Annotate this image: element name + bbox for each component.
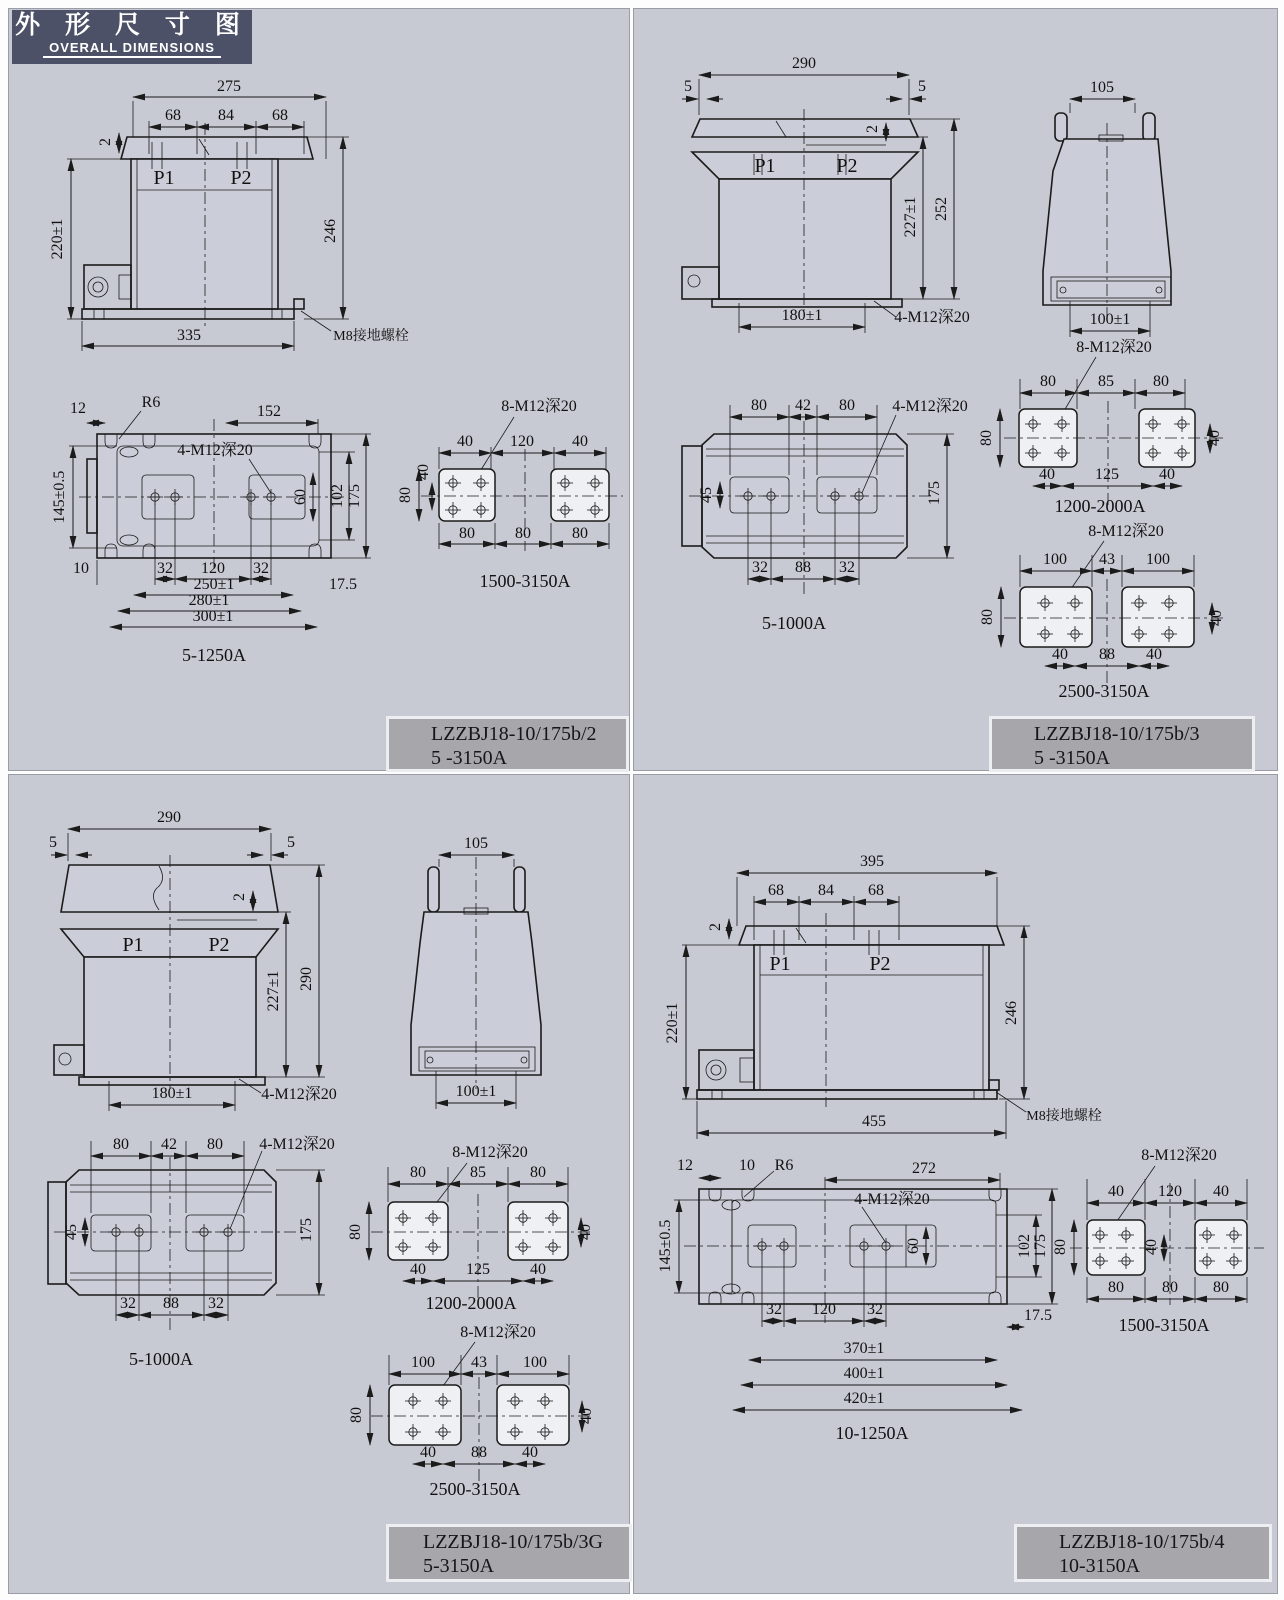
page-title-en: OVERALL DIMENSIONS	[43, 39, 221, 58]
terminal-label: P1	[122, 934, 144, 956]
front-view-linework	[697, 913, 1026, 1112]
dim-label: 80	[1213, 1279, 1229, 1296]
dim-label: 227±1	[265, 970, 282, 1012]
dim-label: 300±1	[192, 608, 234, 625]
dim-label: 80	[1153, 373, 1169, 390]
dim-label: 152	[257, 403, 281, 420]
dim-label: 2	[231, 893, 248, 901]
view-caption: 5-1000A	[762, 613, 826, 633]
dim-label: 80	[113, 1136, 129, 1153]
thread-callout: 4-M12深20	[259, 1136, 335, 1153]
model-name: LZZBJ18-10/175b/3G	[423, 1531, 603, 1553]
ground-bolt-label: M8接地螺栓	[1026, 1109, 1102, 1124]
dim-label: 12	[70, 400, 86, 417]
dim-label: 40	[420, 1444, 436, 1461]
pad-detail	[1052, 1146, 1264, 1335]
dim-label: 80	[530, 1164, 546, 1181]
drawing-tr	[634, 9, 1277, 770]
thread-callout: 4-M12深20	[261, 1086, 337, 1103]
dim-label: 175	[346, 484, 363, 508]
dim-label: 80	[515, 525, 531, 542]
thread-callout: 8-M12深20	[460, 1324, 536, 1341]
dim-label: 68	[272, 107, 288, 124]
view-caption: 1200-2000A	[1054, 496, 1146, 516]
dim-label: 370±1	[843, 1340, 885, 1357]
dim-label: 420±1	[843, 1390, 885, 1407]
dim-label: 85	[470, 1164, 486, 1181]
pad-detail-1200-2000	[347, 1143, 594, 1313]
current-range: 5 -3150A	[431, 747, 508, 769]
dim-label: 272	[912, 1160, 936, 1177]
dim-label: 32	[157, 560, 173, 577]
dim-label: 105	[464, 835, 488, 852]
dim-label: 40	[415, 464, 432, 480]
dim-label: 100±1	[1089, 311, 1131, 328]
dim-label: 175	[1032, 1234, 1049, 1258]
thread-callout: 4-M12深20	[894, 309, 970, 326]
dim-label: 246	[322, 219, 339, 243]
dim-label: 80	[410, 1164, 426, 1181]
dim-label: 40	[1052, 646, 1068, 663]
dim-label: 145±0.5	[657, 1219, 674, 1273]
dim-label: 32	[766, 1301, 782, 1318]
dim-label: 80	[207, 1136, 223, 1153]
dim-label: 335	[177, 327, 201, 344]
dim-label: 12	[677, 1157, 693, 1174]
dim-label: 45	[63, 1224, 80, 1240]
dim-label: 80	[459, 525, 475, 542]
dim-label: 88	[795, 559, 811, 576]
thread-callout: 4-M12深20	[854, 1191, 930, 1208]
dim-label: 40	[522, 1444, 538, 1461]
dim-label: 125	[466, 1261, 490, 1278]
dim-label: 84	[218, 107, 234, 124]
dim-label: 80	[751, 397, 767, 414]
dim-label: 32	[752, 559, 768, 576]
dim-label: 40	[1208, 610, 1225, 626]
panel-lzzbj18-175b4	[633, 774, 1278, 1594]
radius-label: R6	[141, 394, 161, 411]
dim-label: 175	[298, 1218, 315, 1242]
dim-label: 80	[978, 430, 995, 446]
dim-label: 100	[523, 1354, 547, 1371]
dim-label: 120	[201, 560, 225, 577]
dim-label: 45	[698, 487, 715, 503]
view-caption: 5-1250A	[182, 645, 246, 665]
dim-label: 80	[1040, 373, 1056, 390]
view-caption: 2500-3150A	[429, 1479, 521, 1499]
dim-label: 40	[572, 433, 588, 450]
model-label-box	[389, 719, 626, 769]
pad-detail-2500-3150	[979, 522, 1225, 701]
dim-label: 2	[864, 125, 881, 133]
dim-label: 88	[1099, 646, 1115, 663]
dim-label: 2	[707, 923, 724, 931]
dim-label: 250±1	[193, 576, 235, 593]
dim-label: 102	[1016, 1234, 1033, 1258]
front-view-linework	[54, 855, 278, 1089]
dim-label: 227±1	[902, 196, 919, 238]
dim-label: 290	[157, 809, 181, 826]
model-name: LZZBJ18-10/175b/3	[1034, 723, 1200, 745]
dim-label: 80	[839, 397, 855, 414]
dim-label: 105	[1090, 79, 1114, 96]
dim-label: 5	[49, 834, 57, 851]
dim-label: 40	[1039, 466, 1055, 483]
dim-label: 80	[572, 525, 588, 542]
dim-label: 5	[684, 78, 692, 95]
dim-label: 290	[298, 967, 315, 991]
drawing-bl	[9, 775, 629, 1593]
dim-label: 400±1	[843, 1365, 885, 1382]
dim-label: 42	[161, 1136, 177, 1153]
dim-label: 220±1	[664, 1002, 681, 1044]
terminal-label: P1	[153, 167, 175, 189]
dim-label: 60	[292, 489, 309, 505]
view-caption: 5-1000A	[129, 1349, 193, 1369]
dim-label: 220±1	[49, 218, 66, 260]
dim-label: 180±1	[781, 307, 823, 324]
view-caption: 1500-3150A	[479, 571, 571, 591]
thread-callout: 8-M12深20	[501, 398, 577, 415]
dim-label: 246	[1003, 1001, 1020, 1025]
dim-label: 42	[795, 397, 811, 414]
dim-label: 252	[933, 197, 950, 221]
side-view-linework	[1043, 113, 1171, 319]
thread-callout: 4-M12深20	[177, 442, 253, 459]
model-name: LZZBJ18-10/175b/2	[431, 723, 597, 745]
dim-label: 17.5	[329, 576, 357, 593]
dim-label: 280±1	[188, 592, 230, 609]
dim-label: 120	[510, 433, 534, 450]
front-view-linework	[682, 109, 918, 311]
dim-label: 40	[1206, 430, 1223, 446]
dim-label: 100	[1043, 551, 1067, 568]
dim-label: 100	[411, 1354, 435, 1371]
model-label-box	[389, 1527, 629, 1579]
dim-label: 395	[860, 853, 884, 870]
dim-label: 32	[839, 559, 855, 576]
pad-detail-2500-3150	[348, 1323, 595, 1499]
dim-label: 2	[97, 138, 114, 146]
terminal-label: P2	[869, 953, 891, 975]
dim-label: 40	[1213, 1183, 1229, 1200]
thread-callout: 4-M12深20	[892, 398, 968, 415]
header-badge	[12, 10, 252, 64]
dim-label: 125	[1095, 466, 1119, 483]
dim-label: 40	[578, 1408, 595, 1424]
dim-label: 180±1	[151, 1085, 193, 1102]
dim-label: 88	[163, 1295, 179, 1312]
dim-label: 40	[1146, 646, 1162, 663]
dim-label: 80	[1162, 1279, 1178, 1296]
dim-label: 102	[329, 484, 346, 508]
page-title-cn: 外 形 尺 寸 图	[15, 11, 249, 39]
dim-label: 120	[1158, 1183, 1182, 1200]
view-caption: 10-1250A	[835, 1423, 909, 1443]
thread-callout: 8-M12深20	[1141, 1147, 1217, 1164]
pad-detail	[397, 397, 623, 591]
dim-label: 60	[905, 1238, 922, 1254]
drawing-br	[634, 775, 1277, 1593]
dim-label: 80	[979, 609, 996, 625]
drawing-tl	[9, 9, 629, 770]
thread-callout: 8-M12深20	[1076, 339, 1152, 356]
dim-label: 275	[217, 78, 241, 95]
dim-label: 88	[471, 1444, 487, 1461]
panel-lzzbj18-175b3g	[8, 774, 630, 1594]
dim-label: 85	[1098, 373, 1114, 390]
view-caption: 1200-2000A	[425, 1293, 517, 1313]
dim-label: 68	[868, 882, 884, 899]
dim-label: 32	[867, 1301, 883, 1318]
dim-label: 5	[287, 834, 295, 851]
current-range: 10-3150A	[1059, 1555, 1141, 1577]
dim-label: 40	[1143, 1239, 1160, 1255]
panel-lzzbj18-175b2	[8, 8, 630, 771]
model-label-box	[1017, 1527, 1269, 1579]
dim-label: 43	[1099, 551, 1115, 568]
current-range: 5 -3150A	[1034, 747, 1111, 769]
dim-label: 40	[410, 1261, 426, 1278]
dim-label: 32	[208, 1295, 224, 1312]
dim-label: 32	[120, 1295, 136, 1312]
model-label-box	[992, 719, 1252, 769]
dim-label: 175	[926, 481, 943, 505]
dim-label: 68	[165, 107, 181, 124]
dim-label: 100±1	[455, 1083, 497, 1100]
front-view-linework	[82, 123, 331, 331]
dim-label: 40	[530, 1261, 546, 1278]
dim-label: 40	[577, 1224, 594, 1240]
pad-detail-1200-2000	[978, 338, 1224, 516]
terminal-label: P1	[769, 953, 791, 975]
dim-label: 10	[73, 560, 89, 577]
thread-callout: 8-M12深20	[452, 1144, 528, 1161]
dim-label: 68	[768, 882, 784, 899]
ground-bolt-label: M8接地螺栓	[333, 329, 409, 344]
dim-label: 40	[457, 433, 473, 450]
dim-label: 100	[1146, 551, 1170, 568]
side-view-linework	[411, 857, 541, 1089]
dim-label: 40	[1108, 1183, 1124, 1200]
radius-label: R6	[774, 1157, 794, 1174]
dim-label: 43	[471, 1354, 487, 1371]
view-caption: 1500-3150A	[1118, 1315, 1210, 1335]
terminal-label: P2	[836, 155, 858, 177]
terminal-label: P2	[230, 167, 252, 189]
dim-label: 80	[347, 1224, 364, 1240]
current-range: 5-3150A	[423, 1555, 495, 1577]
dim-label: 80	[1108, 1279, 1124, 1296]
view-caption: 2500-3150A	[1058, 681, 1150, 701]
dim-label: 80	[348, 1407, 365, 1423]
dim-label: 455	[862, 1113, 886, 1130]
dim-label: 17.5	[1024, 1307, 1052, 1324]
dim-label: 145±0.5	[51, 470, 68, 524]
terminal-label: P1	[754, 155, 776, 177]
model-name: LZZBJ18-10/175b/4	[1059, 1531, 1225, 1553]
dim-label: 80	[397, 487, 414, 503]
dim-label: 40	[1159, 466, 1175, 483]
dim-label: 32	[253, 560, 269, 577]
dim-label: 290	[792, 55, 816, 72]
dim-label: 10	[739, 1157, 755, 1174]
dim-label: 5	[918, 78, 926, 95]
dim-label: 84	[818, 882, 834, 899]
panel-lzzbj18-175b3	[633, 8, 1278, 771]
dim-label: 80	[1052, 1239, 1069, 1255]
thread-callout: 8-M12深20	[1088, 523, 1164, 540]
dim-label: 120	[812, 1301, 836, 1318]
terminal-label: P2	[208, 934, 230, 956]
